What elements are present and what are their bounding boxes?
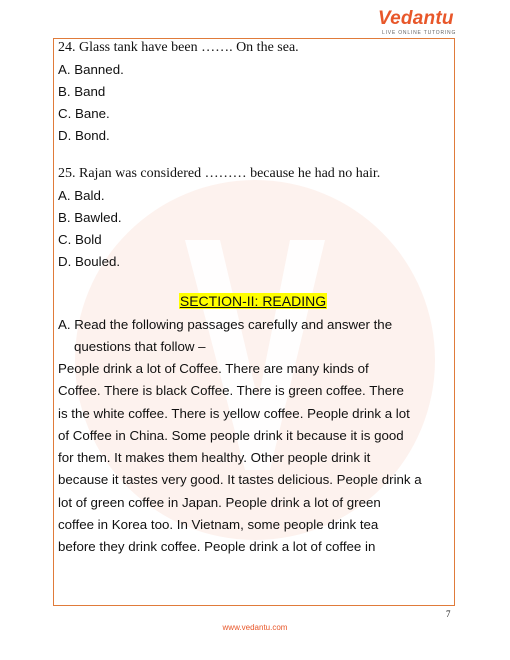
- reading-passage: [58, 358, 448, 559]
- passage-line: before they drink coffee. People drink a lot of coffee in: [58, 539, 376, 555]
- question-25-option-c: C. Bold: [58, 232, 102, 247]
- passage-line: People drink a lot of Coffee. There are many kinds of: [58, 361, 369, 376]
- instruction-line-2: questions that follow –: [74, 339, 206, 354]
- logo-tagline: LIVE ONLINE TUTORING: [382, 30, 457, 36]
- page-content: [58, 40, 448, 559]
- passage-line: for them. It makes them healthy. Other people drink it: [58, 450, 371, 466]
- question-25: 25. Rajan was considered ……… because he had no hair.: [58, 166, 381, 181]
- section-title: SECTION-II: READING: [179, 293, 327, 309]
- question-25-option-d: D. Bouled.: [58, 254, 121, 269]
- vedantu-logo: [378, 8, 468, 40]
- spacer: [58, 144, 448, 166]
- question-25-option-a: A. Bald.: [58, 188, 105, 203]
- instruction-line-1: A. Read the following passages carefully and answer the: [58, 317, 393, 332]
- page-number: 7: [446, 609, 451, 619]
- question-24-option-b: B. Band: [58, 84, 106, 99]
- passage-line: of Coffee in China. Some people drink it because it is good: [58, 427, 404, 443]
- passage-line: because it tastes very good. It tastes delicious. People drink a: [58, 472, 422, 488]
- footer-url[interactable]: www.vedantu.com: [222, 623, 288, 632]
- passage-line: is the white coffee. There is yellow coffee. People drink a lot: [58, 405, 410, 421]
- section-heading: [58, 292, 448, 310]
- question-24-option-d: D. Bond.: [58, 128, 110, 143]
- question-25-option-b: B. Bawled.: [58, 210, 122, 225]
- question-24-option-c: C. Bane.: [58, 106, 110, 121]
- logo-wordmark: Vedantu: [378, 8, 454, 29]
- passage-line: Coffee. There is black Coffee. There is green coffee. There: [58, 383, 404, 399]
- passage-line: coffee in Korea too. In Vietnam, some people drink tea: [58, 517, 379, 533]
- passage-line: lot of green coffee in Japan. People drink a lot of green: [58, 494, 381, 510]
- question-24: 24. Glass tank have been ……. On the sea.: [58, 40, 299, 55]
- question-24-option-a: A. Banned.: [58, 62, 124, 77]
